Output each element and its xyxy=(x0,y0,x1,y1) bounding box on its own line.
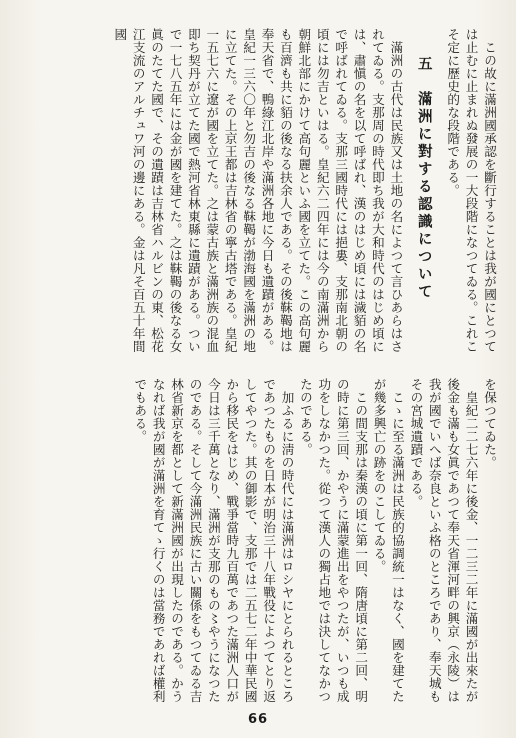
later-jin-paragraph: 皇紀二二七六年に後金、一二三二年に滿國が出來たが後金も滿も女眞であつて奉天省渾河畔の興京（永陵）は我が國でいへば奈良といふ格のところであり、奉天城もその宮城遺蹟である。 xyxy=(408,378,479,703)
rise-and-fall-paragraph: こゝに至る滿洲は民族的協調統一はなく、國を建てたが幾多興亡の跡をのこしてゐる。 xyxy=(371,378,405,703)
continuation-line: を保つてゐた。 xyxy=(482,378,497,469)
page-number: 66 xyxy=(247,712,269,727)
modern-manchuria-paragraph: 加ふるに淸の時代には滿洲はロシヤにとられるところであつたものを日本が明治三十八年戰役によつてとり返してやつた。其の御影で、支那では二五七二年中華民國から移民をはじめ、戰爭當時九百萬であつた滿洲人口が今日は三千萬となり、滿洲が支那のもの〻やうになつたのである。そして今滿洲民族に古い關係をもつてゐる吉林省新京を都として新滿洲國が出現したのである。かうなれば我が國が滿洲を育てゝ行くのは當務であれば權利でもある。 xyxy=(132,378,295,703)
section-heading: 五 滿洲に對する認識について xyxy=(415,56,432,301)
china-advance-paragraph: この間支那は秦漢の頃に第一回、隋唐頃に第二回、明の時に第三回、かやうに滿蒙進出をやつたが、いつも成功をしなかつた。從つて漢人の獨占地では決してなかつたのである。 xyxy=(297,378,369,703)
upper-text-block xyxy=(18,28,498,353)
ancient-history-paragraph: 滿洲の古代は民族又は土地の名によつて言ひあらはされてゐる。支那周の時代即ち我が大和時代のはじめ頃には、肅愼の名を以て呼ばれ、漢のはじめ頃には濊貊の名で呼ばれてゐる。支那三國時代には挹婁、支那南北朝の頃には勿吉といはる。皇紀六二四年には今の南滿洲から朝鮮北部にかけて高句麗といふ國を立てた。この高句麗も百濟も共に貊の後なる扶余人である。その後靺鞨地は奉天省で、鴨綠江北岸や滿洲各地に今日も遺蹟がある。皇紀一三六〇年と勿吉の後なる靺鞨が渤海國を滿洲の地に立てた。その上京王都は吉林省の寧古塔である。皇紀一五七六に遼が國を立てた。之は蒙古族と滿洲族の混血即ち契丹が立てた國で熱河省林東縣に遺蹟がある。ついで一七八五年には金が國を建てた。之は靺鞨の後なる女眞のたてた國で、その遺蹟は吉林省ハルビンの東、松花江支流のアルチュワ河の邊にある。金は凡そ百五十年間國 xyxy=(112,28,404,353)
intro-paragraph: この故に滿洲國承認を斷行することは我が國にとつては止むに止まれぬ發展の一大段階になつてゐる。これこそ定に歷史的な段階である。 xyxy=(445,28,497,353)
lower-text-block xyxy=(18,378,498,703)
